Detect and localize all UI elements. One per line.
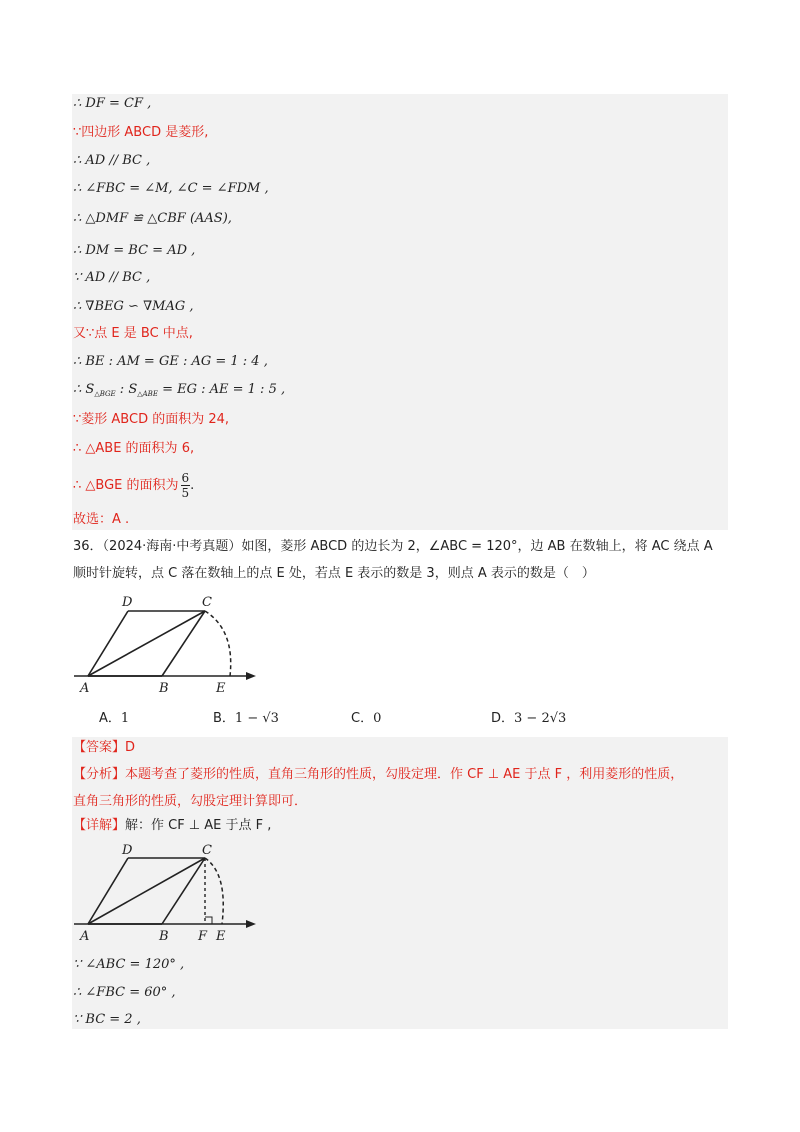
fig2-label-b: B [159, 929, 169, 944]
answer-value: D [125, 740, 136, 755]
fig2-label-d: D [122, 843, 133, 858]
solution-line-13: ∴ △ABE 的面积为 6, [73, 441, 195, 456]
analysis-tag: 【分析】 [73, 767, 126, 782]
solution-line-2: ∵四边形 ABCD 是菱形, [73, 125, 209, 140]
analysis-line-1: 【分析】本题考查了菱形的性质，直角三角形的性质，勾股定理．作 CF ⊥ AE 于点 F ，利用菱形的性质， [73, 767, 684, 782]
fraction-six-fifths: $\frac{6}{5}$ [181, 471, 190, 500]
solution-bottom-line-3: ∵ BC = 2 , [73, 1012, 141, 1027]
fig1-label-b: B [159, 681, 169, 696]
solution-line-5: ∴ △DMF ≌ △CBF (AAS), [73, 211, 232, 226]
solution-line-final-choice: 故选：A . [73, 512, 130, 527]
detail-tag: 【详解】 [73, 818, 126, 833]
area-ratio-suffix: = EG : AE = 1 : 5 , [157, 382, 286, 397]
option-c[interactable]: C．0 [351, 711, 382, 726]
fig2-label-c: C [202, 843, 212, 858]
option-b[interactable]: B．1 − √3 [213, 711, 279, 726]
detail-line: 【详解】解：作 CF ⊥ AE 于点 F , [73, 818, 272, 833]
solution-line-9: 又∵点 E 是 BC 中点, [73, 326, 193, 341]
fig2-label-f: F [198, 929, 208, 944]
fig1-label-d: D [122, 595, 133, 610]
rhombus-figure-1 [70, 590, 260, 700]
fig1-label-c: C [202, 595, 212, 610]
answer-tag: 【答案】 [73, 740, 126, 755]
solution-bottom-line-1: ∵ ∠ABC = 120° , [73, 957, 185, 972]
fig1-label-a: A [80, 681, 90, 696]
solution-line-4: ∴ ∠FBC = ∠M, ∠C = ∠FDM , [73, 181, 269, 196]
option-a[interactable]: A．1 [99, 711, 130, 726]
fig1-label-e: E [216, 681, 226, 696]
solution-line-10: ∴ BE : AM = GE : AG = 1 : 4 , [73, 354, 268, 369]
solution-line-3: ∴ AD // BC , [73, 153, 151, 168]
fraction-prefix: ∴ [73, 478, 86, 493]
area-ratio-mid: : S [115, 382, 138, 397]
solution-line-8: ∴ ∇BEG ∽ ∇MAG , [73, 299, 194, 314]
rhombus-figure-2 [70, 838, 260, 948]
fig2-label-a: A [80, 929, 90, 944]
solution-line-6: ∴ DM = BC = AD , [73, 243, 196, 258]
answer-line [73, 738, 135, 758]
fig2-label-e: E [216, 929, 226, 944]
solution-bottom-line-2: ∴ ∠FBC = 60° , [73, 985, 176, 1000]
question-line-2: 顺时针旋转，点 C 落在数轴上的点 E 处，若点 E 表示的数是 3，则点 A 表示的数是（ ） [73, 566, 595, 581]
area-ratio-prefix: ∴ S [73, 382, 95, 397]
area-ratio-sub2: △ABE [137, 390, 158, 398]
solution-line-fraction: ∴ △BGE 的面积为 $\frac{6}{5}$ . [73, 471, 195, 500]
fraction-text: △BGE 的面积为 [85, 478, 179, 493]
solution-line-1: ∴ DF = CF , [73, 96, 152, 111]
area-ratio-sub1: △BGE [94, 390, 116, 398]
solution-line-area-ratio [73, 380, 285, 404]
solution-line-7: ∵ AD // BC , [73, 270, 151, 285]
analysis-line-2: 直角三角形的性质，勾股定理计算即可． [73, 794, 308, 809]
solution-line-12: ∵菱形 ABCD 的面积为 24, [73, 412, 230, 427]
option-d[interactable]: D．3 − 2√3 [491, 711, 567, 726]
question-line-1: 36．（2024·海南·中考真题）如图，菱形 ABCD 的边长为 2，∠ABC = 120°，边 AB 在数轴上，将 AC 绕点 A [73, 539, 713, 554]
